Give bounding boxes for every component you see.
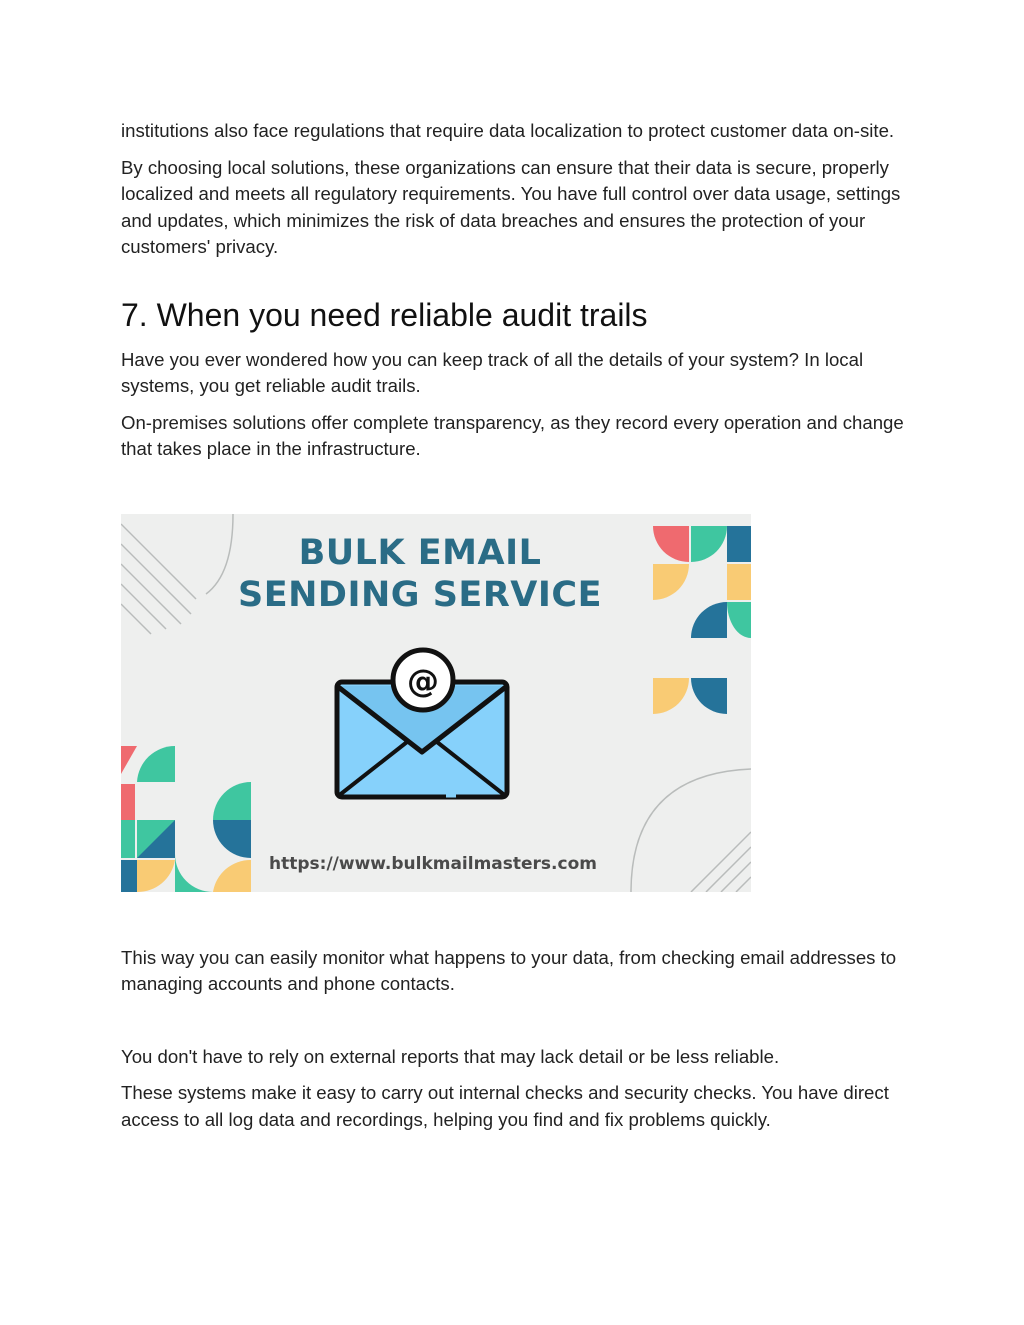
document-page	[121, 118, 911, 1133]
paragraph-local-solutions: By choosing local solutions, these organizations can ensure that their data is secure, properly localized and meets all regulatory requirements. You have full control over data usage, settings and updates, which minimizes the risk of data breaches and ensures the protection of your customers' privacy.	[121, 156, 901, 257]
shapes-bottom-left	[121, 746, 251, 892]
svg-text:@: @	[407, 661, 439, 700]
bulk-email-banner-image	[121, 514, 751, 892]
section-heading: 7. When you need reliable audit trails	[121, 296, 648, 333]
at-sign-icon	[393, 650, 453, 710]
paragraph-external-reports: You don't have to rely on external reports that may lack detail or be less reliable.	[121, 1045, 780, 1067]
paragraph-monitor: This way you can easily monitor what happens to your data, from checking email addresses to managing accounts and phone contacts.	[121, 946, 897, 994]
arc-lines-bottom-right	[631, 769, 751, 892]
paragraph-internal-checks: These systems make it easy to carry out internal checks and security checks. You have direct access to all log data and recordings, helping you find and fix problems quickly.	[121, 1082, 889, 1130]
banner-title-line2: SENDING SERVICE	[238, 574, 602, 615]
banner-title-line1: BULK EMAIL	[298, 532, 542, 573]
paragraph-audit-question: Have you ever wondered how you can keep track of all the details of your system? In local systems, you get reliable audit trails.	[121, 348, 864, 396]
paragraph-intro: institutions also face regulations that require data localization to protect customer data on-site.	[121, 120, 895, 141]
paragraph-transparency: On-premises solutions offer complete transparency, as they record every operation and change that takes place in the infrastructure.	[121, 411, 904, 459]
banner-url: https://www.bulkmailmasters.com	[269, 853, 597, 874]
